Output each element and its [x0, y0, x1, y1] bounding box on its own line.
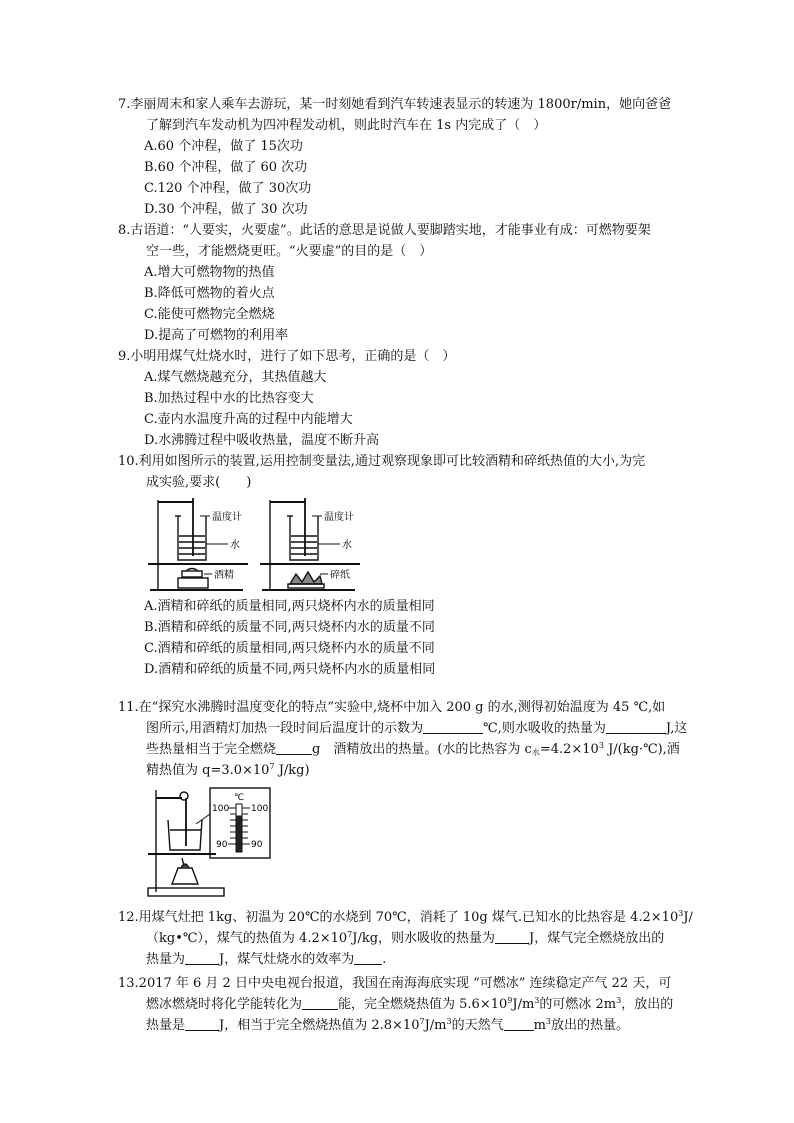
q12-text-2c: J，煤气完全燃烧放出的 [529, 931, 665, 946]
q11-sub-water: 水 [531, 748, 540, 757]
q10-stem-line2: 成实验,要求( ) [146, 475, 252, 490]
q11-text-3d: J/(kg·℃),酒 [603, 742, 680, 757]
q8-option-d: D.提高了可燃物的利用率 [144, 328, 289, 343]
q11-scale-unit: ℃ [234, 793, 245, 803]
q13-stem-line2 [146, 994, 708, 1015]
q11-text-4b: J/kg) [274, 763, 310, 778]
q11-text-2c: J,这 [665, 721, 688, 736]
q13-sup-3a: 3 [534, 996, 540, 1005]
q13-stem-line3 [146, 1015, 708, 1036]
q7-option-d: D.30 个冲程，做了 30 次功 [144, 202, 308, 217]
q12-sup-3: 3 [678, 909, 684, 918]
question-10 [118, 451, 698, 493]
question-7 [118, 94, 698, 220]
q13-sup-3c: 3 [446, 1017, 452, 1026]
q10-option-d: D.酒精和碎纸的质量不同,两只烧杯内水的质量相同 [144, 662, 436, 677]
q13-blank-energy-form[interactable] [302, 995, 338, 1010]
q8-option-c: C.能使可燃物完全燃烧 [144, 307, 275, 322]
q10-option-b: B.酒精和碎纸的质量不同,两只烧杯内水的质量不同 [144, 620, 435, 635]
q13-text-3c: J/m [424, 1018, 447, 1033]
q10-option-c: C.酒精和碎纸的质量相同,两只烧杯内水的质量不同 [144, 641, 435, 656]
q12-blank-heat-absorbed[interactable] [495, 929, 529, 944]
q13-blank-heat[interactable] [185, 1016, 219, 1031]
q11-tick-right-90: 90 [251, 840, 263, 850]
q8-stem-line2: 空一些，才能燃烧更旺。“火要虚”的目的是（ ） [146, 244, 433, 259]
q10-label-thermometer-left: 温度计 [212, 512, 242, 523]
q13-text-3f: 放出的热量。 [551, 1018, 630, 1033]
q10-label-water-left: 水 [230, 540, 240, 551]
q11-blank-mass[interactable] [276, 740, 312, 755]
q10-option-a: A.酒精和碎纸的质量相同,两只烧杯内水的质量相同 [144, 599, 435, 614]
q12-blank-heat-released[interactable] [185, 950, 219, 965]
q12-text-2b: J/kg，则水吸收的热量为 [352, 931, 496, 946]
q12-sup-7: 7 [347, 930, 353, 939]
q11-text-2a: 图所示,用酒精灯加热一段时间后温度计的示数为 [146, 721, 424, 736]
q10-label-water-right: 水 [342, 540, 352, 551]
q11-text-3b: g 酒精放出的热量。(水的比热容为 c [312, 742, 532, 757]
q9-option-d: D.水沸腾过程中吸收热量，温度不断升高 [144, 433, 380, 448]
q11-sup-3: 3 [598, 741, 604, 750]
q11-stem-line2 [146, 718, 708, 739]
q11-tick-left-90: 90 [216, 840, 228, 850]
q11-apparatus-diagram [146, 784, 276, 902]
q9-option-c: C.壶内水温度升高的过程中内能增大 [144, 412, 353, 427]
q11-text-4a: 精热值为 q=3.0×10 [146, 763, 270, 778]
q13-text-3e: m [533, 1018, 546, 1033]
q11-stem-line3 [146, 739, 708, 760]
q7-stem-line1: 7.李丽周末和家人乘车去游玩，某一时刻她看到汽车转速表显示的转速为 1800r/min，她向爸爸 [118, 97, 672, 112]
q11-sup-7: 7 [269, 762, 275, 771]
q11-tick-right-100: 100 [251, 804, 269, 814]
q10-figure [148, 494, 378, 594]
q12-text-1b: J/ [683, 910, 693, 925]
q12-text-2a: （kg•℃），煤气的热值为 4.2×10 [146, 931, 348, 946]
question-12 [118, 907, 708, 970]
q11-text-3a: 些热量相当于完全燃烧 [146, 742, 277, 757]
question-8 [118, 220, 698, 346]
q7-option-b: B.60 个冲程，做了 60 次功 [144, 160, 308, 175]
q13-stem-line1: 13.2017 年 6 月 2 日中央电视台报道，我国在南海海底实现 “可燃冰” 连续稳定产气 22 天，可 [118, 976, 672, 991]
q7-stem-line2: 了解到汽车发动机为四冲程发动机，则此时汽车在 1s 内完成了（ ） [146, 118, 547, 133]
q8-stem-line1: 8.古语道：“人要实，火要虚”。此话的意思是说做人要脚踏实地，才能事业有成：可燃物要架 [118, 223, 651, 238]
q13-text-3d: 的天然气 [451, 1018, 504, 1033]
q13-sup-3b: 3 [616, 996, 622, 1005]
question-10-options [118, 596, 698, 680]
q9-option-b: B.加热过程中水的比热容变大 [144, 391, 314, 406]
q13-text-3a: 热量是 [146, 1018, 186, 1033]
q12-stem-line1 [118, 907, 708, 928]
q12-blank-efficiency[interactable] [354, 950, 382, 965]
question-11 [118, 697, 708, 781]
q13-sup-3d: 3 [545, 1017, 552, 1026]
q13-blank-volume[interactable] [504, 1016, 534, 1031]
q7-option-a: A.60 个冲程，做了 15次功 [144, 139, 303, 154]
q11-stem-line4 [146, 760, 708, 781]
q12-text-3b: J，煤气灶烧水的效率为 [219, 952, 355, 967]
q11-text-2b: ℃,则水吸收的热量为 [483, 721, 606, 736]
q11-text-3c: =4.2×10 [539, 742, 599, 757]
q13-text-2e: ，放出的 [621, 997, 674, 1012]
q9-stem-line1: 9.小明用煤气灶烧水时，进行了如下思考，正确的是（ ） [118, 349, 456, 364]
question-13 [118, 973, 708, 1036]
q10-label-alcohol: 酒精 [214, 570, 234, 581]
q11-blank-temperature[interactable] [423, 719, 483, 734]
q13-text-2a: 燃冰燃烧时将化学能转化为 [146, 997, 303, 1012]
q11-tick-left-100: 100 [212, 804, 230, 814]
q12-text-1a: 12.用煤气灶把 1kg、初温为 20℃的水烧到 70℃，消耗了 10g 煤气.已知水的比热容是 4.2×10 [118, 910, 679, 925]
q13-text-2d: 的可燃冰 2m [539, 997, 617, 1012]
q12-text-3a: 热量为 [146, 952, 186, 967]
q12-stem-line2 [146, 928, 708, 949]
q10-label-paper: 碎纸 [330, 570, 350, 581]
q9-option-a: A.煤气燃烧越充分，其热值越大 [144, 370, 327, 385]
q10-stem-line1: 10.利用如图所示的装置,运用控制变量法,通过观察现象即可比较酒精和碎纸热值的大小,为完 [118, 454, 646, 469]
q13-text-2b: 能，完全燃烧热值为 5.6×10 [338, 997, 508, 1012]
q13-sup-9: 9 [507, 996, 513, 1005]
q12-stem-line3 [146, 949, 708, 970]
q10-label-thermometer-right: 温度计 [324, 512, 354, 523]
q8-option-b: B.降低可燃物的着火点 [144, 286, 275, 301]
q11-figure [146, 784, 276, 902]
question-9 [118, 346, 698, 451]
q11-blank-heat[interactable] [606, 719, 666, 734]
q8-option-a: A.增大可燃物物的热值 [144, 265, 275, 280]
q10-apparatus-diagram [148, 494, 378, 594]
q13-text-3b: J，相当于完全燃烧热值为 2.8×10 [219, 1018, 420, 1033]
q11-stem-line1: 11.在“探究水沸腾时温度变化的特点”实验中,烧杯中加入 200 g 的水,测得初始温度为 45 ℃,如 [118, 700, 666, 715]
q12-text-3c: . [382, 952, 387, 967]
q13-text-2c: J/m [512, 997, 535, 1012]
q13-sup-7: 7 [419, 1017, 425, 1026]
q7-option-c: C.120 个冲程，做了 30次功 [144, 181, 312, 196]
